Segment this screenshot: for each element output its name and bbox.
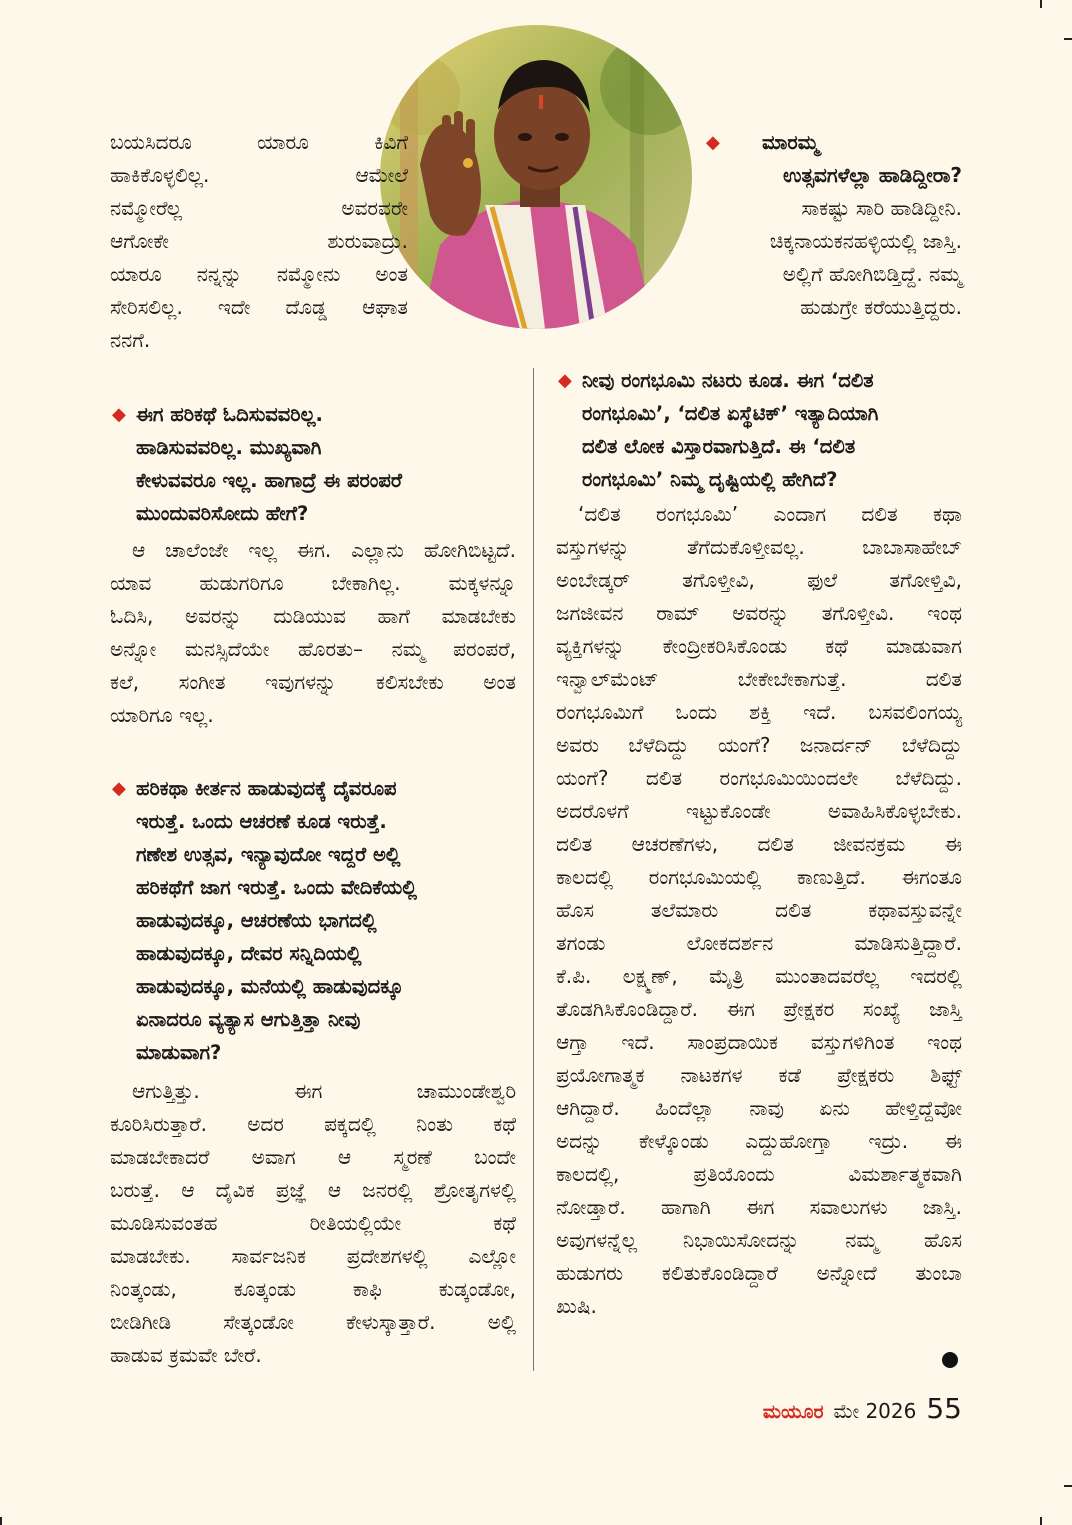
- question-line: ಕೇಳುವವರೂ ಇಲ್ಲ. ಹಾಗಾದ್ರೆ ಈ ಪರಂಪರೆ: [136, 469, 402, 492]
- text-line: ಹಾಡುವ ಕ್ರಮವೇ ಬೇರೆ.: [110, 1343, 262, 1367]
- question-line: ರಂಗಭೂಮಿ’, ‘ದಲಿತ ಏಸ್ಥೆಟಿಕ್’ ಇತ್ಯಾದಿಯಾಗಿ: [582, 402, 879, 425]
- right-question: [558, 364, 962, 496]
- text-line: ಆಗ್ತಾ ಇದೆ. ಸಾಂಪ್ರದಾಯಿಕ ವಸ್ತುಗಳಿಗಿಂತ ಇಂಥ: [556, 1030, 962, 1054]
- text-line: ಯಾರಿಗೂ ಇಲ್ಲ.: [110, 703, 214, 727]
- diamond-bullet-icon: ◆: [112, 404, 126, 425]
- left-answer-2: [110, 1075, 516, 1372]
- text-line: ತಗಂಡು ಲೋಕದರ್ಶನ ಮಾಡಿಸುತ್ತಿದ್ದಾರೆ.: [556, 931, 962, 955]
- text-line: ಮಾಡಬೇಕಾದರೆ ಅವಾಗ ಆ ಸ್ಮರಣೆ ಬಂದೇ: [110, 1145, 516, 1169]
- text-line: ಯಾರೂ ನನ್ನನ್ನು ನಮ್ಮೋನು ಅಂತ: [110, 262, 408, 286]
- text-line: ಹೊಸ ತಲೆಮಾರು ದಲಿತ ಕಥಾವಸ್ತುವನ್ನೇ: [556, 898, 962, 922]
- text-line: ಕಾಲದಲ್ಲಿ, ಪ್ರತಿಯೊಂದು ವಿಮರ್ಶಾತ್ಮಕವಾಗಿ: [556, 1162, 962, 1186]
- text-line: ಹುಡುಗ್ರೇ ಕರೆಯುತ್ತಿದ್ದರು.: [800, 295, 962, 319]
- text-line: ಬರುತ್ತೆ. ಆ ದೈವಿಕ ಪ್ರಜ್ಞೆ ಆ ಜನರಲ್ಲಿ ಶ್ರೋತೃಗಳಲ್ಲಿ: [110, 1178, 516, 1202]
- text-line: ನನಗೆ.: [110, 328, 151, 352]
- question-line: ನೀವು ರಂಗಭೂಮಿ ನಟರು ಕೂಡ. ಈಗ ‘ದಲಿತ: [582, 369, 874, 392]
- text-line: ದಲಿತ ಆಚರಣೆಗಳು, ದಲಿತ ಜೀವನಕ್ರಮ ಈ: [556, 832, 962, 856]
- text-line: ತೊಡಗಿಸಿಕೊಂಡಿದ್ದಾರೆ. ಈಗ ಪ್ರೇಕ್ಷಕರ ಸಂಖ್ಯೆ ಜಾಸ್ತಿ: [556, 997, 962, 1021]
- diamond-bullet-icon: ◆: [706, 132, 720, 153]
- text-line: ನಿಂತ್ಕಂಡು, ಕೂತ್ಕಂಡು ಕಾಫಿ ಕುಡ್ಕಂಡೋ,: [110, 1277, 516, 1301]
- left-question-1: [112, 398, 516, 530]
- text-line: ಹಾಕಿಕೊಳ್ಳಲಿಲ್ಲ. ಆಮೇಲೆ: [110, 163, 408, 187]
- question-line: ದಲಿತ ಲೋಕ ವಿಸ್ತಾರವಾಗುತ್ತಿದೆ. ಈ ‘ದಲಿತ: [582, 435, 856, 458]
- text-line: ವ್ಯಕ್ತಿಗಳನ್ನು ಕೇಂದ್ರೀಕರಿಸಿಕೊಂಡು ಕಥೆ ಮಾಡುವಾಗ: [556, 634, 962, 658]
- text-line: ಆ ಚಾಲೆಂಜೇ ಇಲ್ಲ ಈಗ. ಎಲ್ಲಾನು ಹೋಗಿಬಿಟ್ಟದೆ.: [132, 538, 516, 562]
- text-line: ಸೇರಿಸಲಿಲ್ಲ. ಇದೇ ದೊಡ್ಡ ಆಘಾತ: [110, 295, 408, 319]
- text-line: ಖುಷಿ.: [556, 1294, 597, 1318]
- question-line: ಉತ್ಸವಗಳೆಲ್ಲಾ ಹಾಡಿದ್ದೀರಾ?: [783, 163, 962, 187]
- issue-date: ಮೇ 2026: [833, 1399, 917, 1423]
- diamond-bullet-icon: ◆: [558, 370, 572, 391]
- crop-mark: [1064, 1485, 1072, 1487]
- text-line: ಯಾವ ಹುಡುಗರಿಗೂ ಬೇಕಾಗಿಲ್ಲ. ಮಕ್ಕಳನ್ನೂ: [110, 571, 516, 595]
- right-answer: [556, 498, 962, 1323]
- right-intro-text: [640, 159, 962, 324]
- left-answer-1: [110, 534, 516, 732]
- diamond-bullet-icon: ◆: [112, 778, 126, 799]
- text-line: ಅಲ್ಲಿಗೆ ಹೋಗಿಬಿಡ್ತಿದ್ದೆ. ನಮ್ಮ: [782, 262, 962, 286]
- text-line: ಅದನ್ನು ಕೇಳ್ಕೊಂಡು ಎದ್ದುಹೋಗ್ತಾ ಇದ್ರು. ಈ: [556, 1129, 962, 1153]
- left-intro-text: [110, 126, 408, 357]
- text-line: ಅದರೊಳಗೆ ಇಟ್ಟುಕೊಂಡೇ ಅವಾಹಿಸಿಕೊಳ್ಳಬೇಕು.: [556, 799, 962, 823]
- end-of-article-dot-icon: [942, 1352, 958, 1368]
- text-line: ಆಗೋಕೇ ಶುರುವಾದ್ರು.: [110, 229, 408, 253]
- question-line: ಹಾಡುವುದಕ್ಕೂ, ಮನೆಯಲ್ಲಿ ಹಾಡುವುದಕ್ಕೂ: [136, 975, 404, 998]
- text-line: ಅವರು ಬೆಳೆದಿದ್ದು ಯಂಗೆ? ಜನಾರ್ದನ್ ಬೆಳೆದಿದ್ದು: [556, 733, 962, 757]
- text-line: ಆಗಿದ್ದಾರೆ. ಹಿಂದೆಲ್ಲಾ ನಾವು ಏನು ಹೇಳ್ತಿದ್ದೆವೋ: [556, 1096, 962, 1120]
- text-line: ನೋಡ್ತಾರೆ. ಹಾಗಾಗಿ ಈಗ ಸವಾಲುಗಳು ಜಾಸ್ತಿ.: [556, 1195, 962, 1219]
- text-line: ಮೂಡಿಸುವಂತಹ ರೀತಿಯಲ್ಲಿಯೇ ಕಥೆ: [110, 1211, 516, 1235]
- text-line: ನಮ್ಮೋರೆಲ್ಲ ಅವರವರೇ: [110, 196, 408, 220]
- text-line: ಕಾಲದಲ್ಲಿ ರಂಗಭೂಮಿಯಲ್ಲಿ ಕಾಣುತ್ತಿದೆ. ಈಗಂತೂ: [556, 865, 962, 889]
- crop-mark: [1040, 1517, 1042, 1525]
- text-line: ಹುಡುಗರು ಕಲಿತುಕೊಂಡಿದ್ದಾರೆ ಅನ್ನೋದೆ ತುಂಬಾ: [556, 1261, 962, 1285]
- crop-mark: [0, 1517, 2, 1525]
- text-line: ರಂಗಭೂಮಿಗೆ ಒಂದು ಶಕ್ತಿ ಇದೆ. ಬಸವಲಿಂಗಯ್ಯ: [556, 700, 962, 724]
- question-line: ರಂಗಭೂಮಿ’ ನಿಮ್ಮ ದೃಷ್ಟಿಯಲ್ಲಿ ಹೇಗಿದೆ?: [582, 468, 838, 491]
- question-line: ಹಾಡಿಸುವವರಿಲ್ಲ. ಮುಖ್ಯವಾಗಿ: [136, 436, 322, 459]
- right-intro-question: [706, 126, 962, 159]
- question-line: ಹರಿಕಥಾ ಕೀರ್ತನ ಹಾಡುವುದಕ್ಕೆ ದೈವರೂಪ: [136, 777, 397, 800]
- page-footer: [763, 1392, 962, 1425]
- text-line: ಬೀಡಿಗೀಡಿ ಸೇತ್ಕಂಡೋ ಕೇಳುಸ್ಕಾತ್ತಾರೆ. ಅಲ್ಲಿ: [110, 1310, 516, 1334]
- text-line: ಜಗಜೀವನ ರಾಮ್ ಅವರನ್ನು ತಗೊಳ್ತೀವಿ. ಇಂಥ: [556, 601, 962, 625]
- question-line: ಇರುತ್ತೆ. ಒಂದು ಆಚರಣೆ ಕೂಡ ಇರುತ್ತೆ.: [136, 810, 387, 833]
- text-line: ಕೆ.ಪಿ. ಲಕ್ಷ್ಮಣ್, ಮೈತ್ರಿ ಮುಂತಾದವರೆಲ್ಲ ಇದರಲ್ಲಿ: [556, 964, 962, 988]
- question-line: ಈಗ ಹರಿಕಥೆ ಓದಿಸುವವರಿಲ್ಲ.: [136, 403, 323, 426]
- text-line: ಅಂಬೇಡ್ಕರ್ ತಗೊಳ್ತೀವಿ, ಫುಲೆ ತಗೋಳ್ತಿವಿ,: [556, 568, 962, 592]
- text-line: ಇನ್ವಾಲ್‌ಮೆಂಟ್ ಬೇಕೇಬೇಕಾಗುತ್ತೆ. ದಲಿತ: [556, 667, 962, 691]
- text-line: ಸಾಕಷ್ಟು ಸಾರಿ ಹಾಡಿದ್ದೀನಿ.: [801, 196, 962, 220]
- question-line: ಹಾಡುವುದಕ್ಕೂ, ದೇವರ ಸನ್ನಿದಿಯಲ್ಲಿ: [136, 942, 362, 965]
- text-line: ಬಯಸಿದರೂ ಯಾರೂ ಕಿವಿಗೆ: [110, 130, 408, 154]
- text-line: ಪ್ರಯೋಗಾತ್ಮಕ ನಾಟಕಗಳ ಕಡೆ ಪ್ರೇಕ್ಷಕರು ಶಿಫ್ಟ್: [556, 1063, 962, 1087]
- page-number: 55: [926, 1392, 962, 1425]
- text-line: ‘ದಲಿತ ರಂಗಭೂಮಿ’ ಎಂದಾಗ ದಲಿತ ಕಥಾ: [578, 502, 962, 526]
- text-line: ಕಲೆ, ಸಂಗೀತ ಇವುಗಳನ್ನು ಕಲಿಸಬೇಕು ಅಂತ: [110, 670, 516, 694]
- text-line: ವಸ್ತುಗಳನ್ನು ತೆಗೆದುಕೊಳ್ತೀವಲ್ಲ. ಬಾಬಾಸಾಹೇಬ್: [556, 535, 962, 559]
- magazine-brand: ಮಯೂರ: [762, 1401, 824, 1423]
- text-line: ಚಿಕ್ಕನಾಯಕನಹಳ್ಳಿಯಲ್ಲಿ ಜಾಸ್ತಿ.: [769, 229, 962, 253]
- left-question-2: [112, 772, 516, 1069]
- column-divider: [533, 368, 534, 1371]
- text-line: ಅವುಗಳನ್ನೆಲ್ಲ ನಿಭಾಯಿಸೋದನ್ನು ನಮ್ಮ ಹೊಸ: [556, 1228, 962, 1252]
- question-line: ಹರಿಕಥೆಗೆ ಜಾಗ ಇರುತ್ತೆ. ಒಂದು ವೇದಿಕೆಯಲ್ಲಿ: [136, 876, 417, 899]
- question-line: ಹಾಡುವುದಕ್ಕೂ, ಆಚರಣೆಯ ಭಾಗದಲ್ಲಿ: [136, 909, 377, 932]
- question-line: ಮಾಡುವಾಗ?: [136, 1041, 222, 1064]
- text-line: ಮಾಡಬೇಕು. ಸಾರ್ವಜನಿಕ ಪ್ರದೇಶಗಳಲ್ಲಿ ಎಲ್ಲೋ: [110, 1244, 516, 1268]
- text-line: ಆಗುತ್ತಿತ್ತು. ಈಗ ಚಾಮುಂಡೇಶ್ವರಿ: [132, 1079, 516, 1103]
- crop-mark: [1064, 38, 1072, 40]
- question-line: ಗಣೇಶ ಉತ್ಸವ, ಇನ್ಯಾವುದೋ ಇದ್ದರೆ ಅಲ್ಲಿ: [136, 843, 401, 866]
- question-line: ಮಾರಮ್ಮ: [762, 131, 819, 154]
- question-line: ಮುಂದುವರಿಸೋದು ಹೇಗೆ?: [136, 502, 309, 525]
- crop-mark: [1040, 0, 1042, 8]
- question-line: ಏನಾದರೂ ವ್ಯತ್ಯಾಸ ಆಗುತ್ತಿತ್ತಾ ನೀವು: [136, 1008, 361, 1031]
- text-line: ಓದಿಸಿ, ಅವರನ್ನು ದುಡಿಯುವ ಹಾಗೆ ಮಾಡಬೇಕು: [110, 604, 516, 628]
- text-line: ಯಂಗೆ? ದಲಿತ ರಂಗಭೂಮಿಯಿಂದಲೇ ಬೆಳೆದಿದ್ದು.: [556, 766, 962, 790]
- text-line: ಕೂರಿಸಿರುತ್ತಾರೆ. ಅದರ ಪಕ್ಕದಲ್ಲಿ ನಿಂತು ಕಥೆ: [110, 1112, 516, 1136]
- text-line: ಅನ್ನೋ ಮನಸ್ಸಿದೆಯೇ ಹೊರತು– ನಮ್ಮ ಪರಂಪರೆ,: [110, 637, 516, 661]
